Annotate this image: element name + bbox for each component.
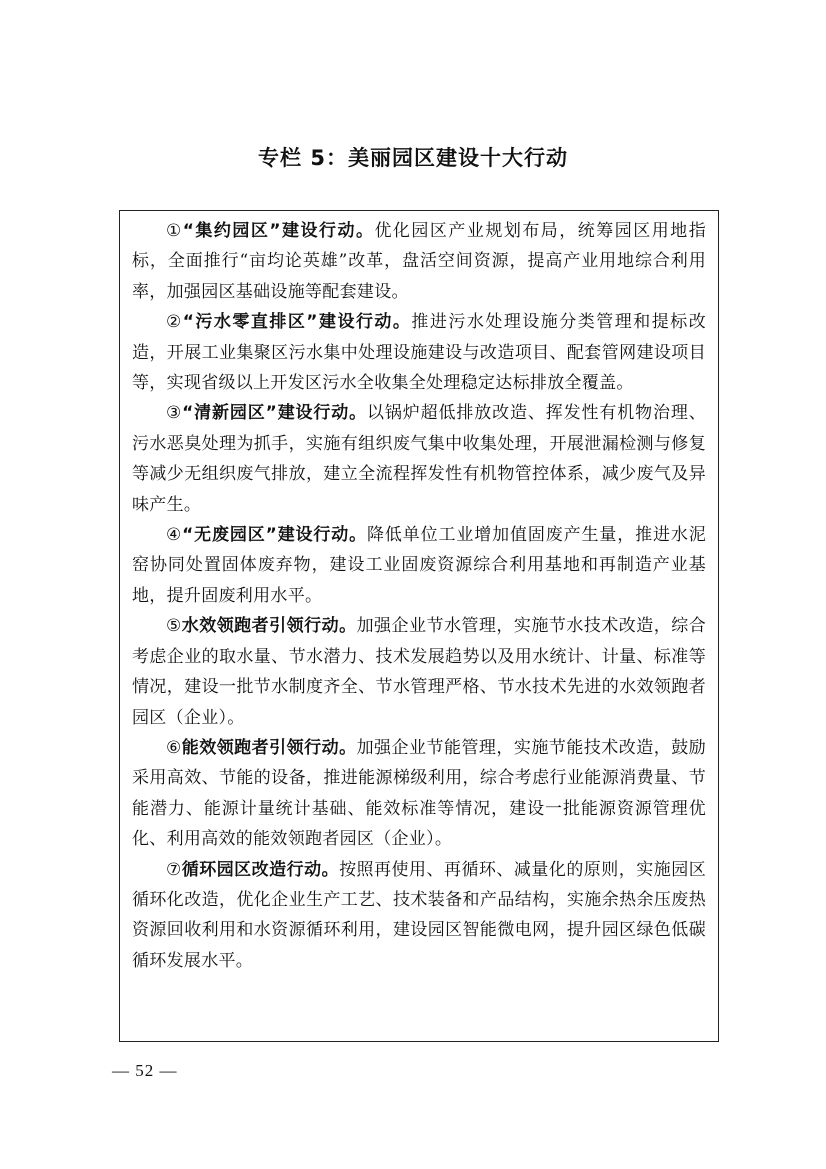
item-marker: ⑦ bbox=[166, 859, 182, 880]
action-item-2 bbox=[132, 307, 706, 398]
item-lead: “清新园区”建设行动。 bbox=[182, 403, 368, 424]
column-box bbox=[119, 210, 719, 1042]
item-text: 以锅炉超低排放改造、挥发性有机物治理、污水恶臭处理为抓手，实施有组织废气集中收集处理，开展泄漏检测与修复等减少无组织废气排放，建立全流程挥发性有机物管控体系，减少废气及异味产生。 bbox=[132, 403, 707, 515]
item-text: 降低单位工业增加值固废产生量，推进水泥窑协同处置固体废弃物，建设工业固废资源综合利用基地和再制造产业基地，提升固废利用水平。 bbox=[132, 525, 707, 606]
item-marker: ① bbox=[166, 221, 183, 241]
item-text: 加强企业节能管理，实施节能技术改造，鼓励采用高效、节能的设备，推进能源梯级利用，综合考虑行业能源消费量、节能潜力、能源计量统计基础、能效标准等情况，建设一批能源资源管理优化、利用高效的能效领跑者园区（企业）。 bbox=[132, 737, 707, 850]
action-item-7 bbox=[132, 855, 706, 977]
item-marker: ⑥ bbox=[166, 737, 182, 758]
page-title: 专栏 5：美丽园区建设十大行动 bbox=[258, 146, 568, 170]
item-lead: “污水零直排区”建设行动。 bbox=[182, 312, 412, 333]
item-lead: 循环园区改造行动。 bbox=[181, 859, 340, 880]
item-text: 推进污水处理设施分类管理和提标改造，开展工业集聚区污水集中处理设施建设与改造项目、配套管网建设项目等，实现省级以上开发区污水全收集全处理稳定达标排放全覆盖。 bbox=[132, 312, 706, 394]
item-lead: 能效领跑者引领行动。 bbox=[181, 737, 357, 758]
action-item-1 bbox=[132, 216, 706, 307]
item-marker: ⑤ bbox=[166, 616, 182, 637]
action-item-6 bbox=[132, 733, 706, 855]
item-marker: ④ bbox=[166, 525, 183, 546]
page-number: — 52 — bbox=[112, 1061, 178, 1080]
item-text: 加强企业节水管理，实施节水技术改造，综合考虑企业的取水量、节水潜力、技术发展趋势以及用水统计、计量、标准等情况，建设一批节水制度齐全、节水管理严格、节水技术先进的水效领跑者园区（企业）。 bbox=[132, 616, 707, 728]
item-marker: ② bbox=[166, 312, 183, 333]
item-lead: “集约园区”建设行动。 bbox=[182, 221, 375, 241]
item-text: 按照再使用、再循环、减量化的原则，实施园区循环化改造，优化企业生产工艺、技术装备和产品结构，实施余热余压废热资源回收利用和水资源循环利用，建设园区智能微电网，提升园区绿色低碳循环发展水平。 bbox=[132, 859, 707, 971]
action-item-3 bbox=[132, 398, 706, 520]
item-lead: “无废园区”建设行动。 bbox=[182, 525, 368, 546]
item-marker: ③ bbox=[166, 403, 183, 424]
item-lead: 水效领跑者引领行动。 bbox=[181, 616, 357, 637]
action-item-4 bbox=[132, 520, 706, 611]
item-text: 优化园区产业规划布局，统筹园区用地指标，全面推行“亩均论英雄”改革，盘活空间资源，提高产业用地综合利用率，加强园区基础设施等配套建设。 bbox=[132, 221, 706, 302]
action-item-5 bbox=[132, 611, 706, 733]
